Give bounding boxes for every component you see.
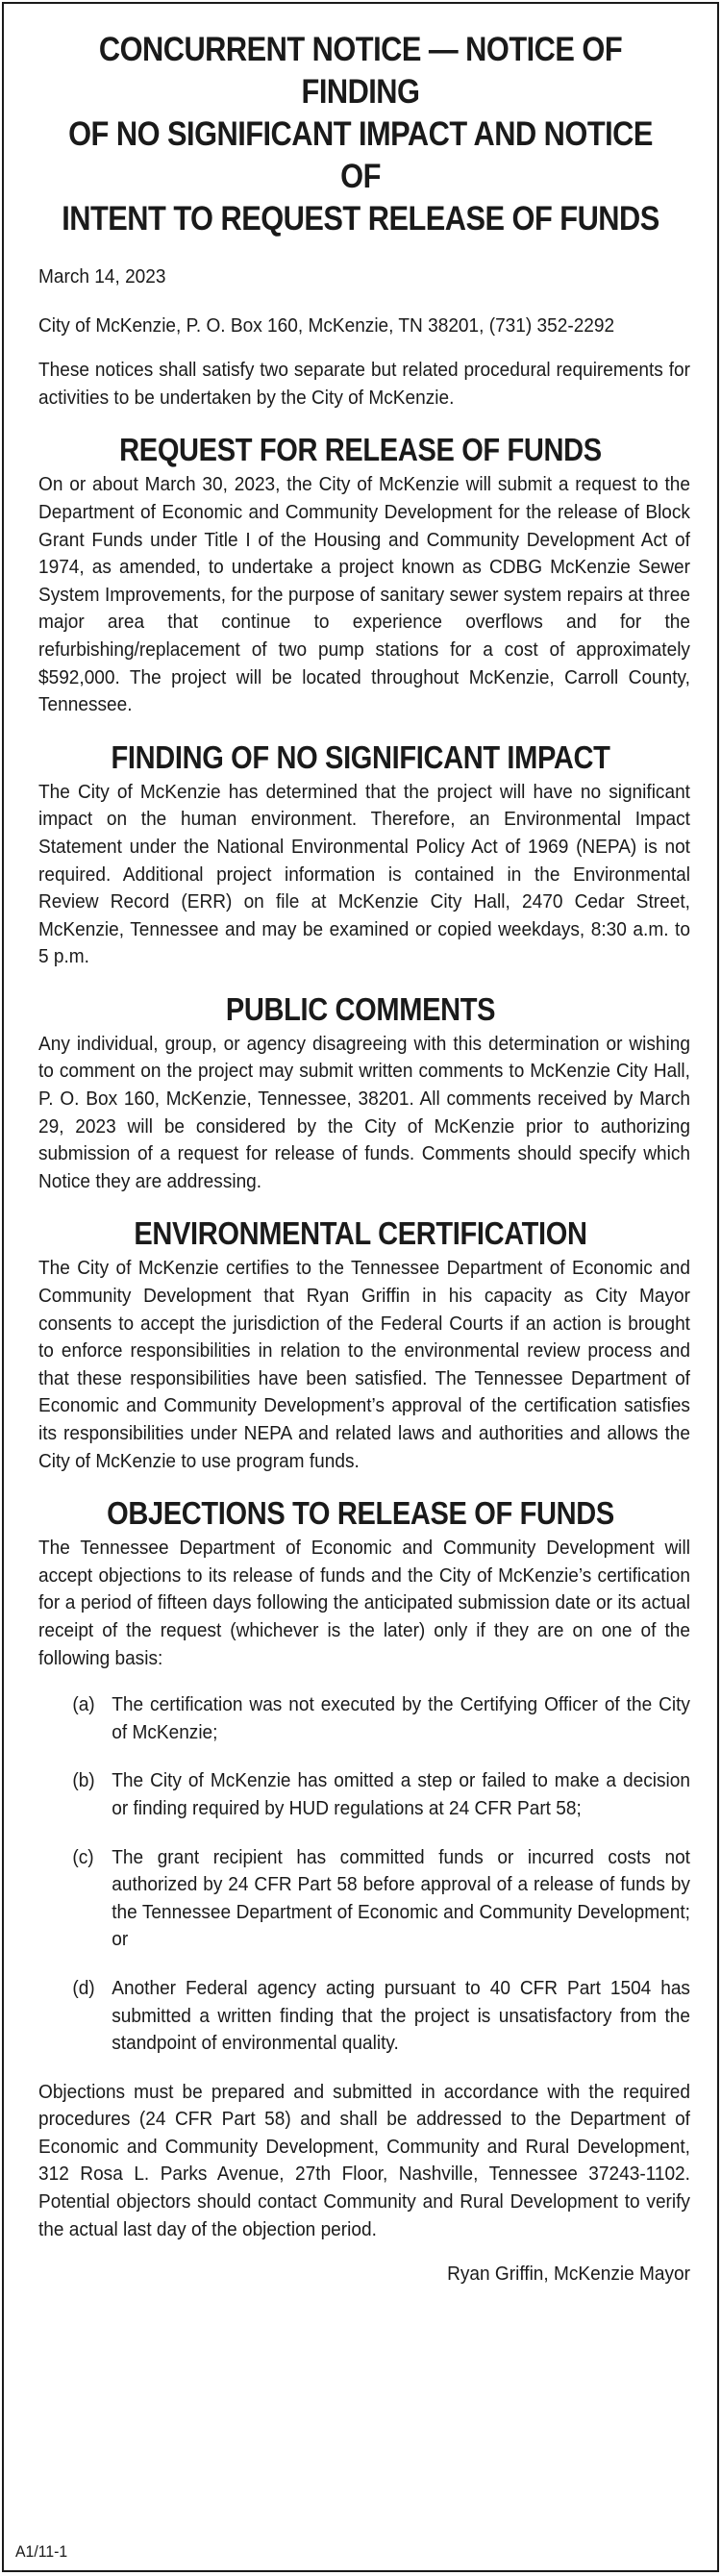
- list-marker: (c): [72, 1845, 94, 1868]
- list-item: [38, 1691, 690, 1746]
- title-line: OF NO SIGNIFICANT IMPACT AND NOTICE OF: [68, 115, 653, 195]
- comments-paragraph: Any individual, group, or agency disagreeing with this determination or wishing to comment on the project may submit written comments to McKenzie City Hall, P. O. Box 160, McKenzie, Tennessee, 38201. All comments received by March 29, 2023 will be considered by the City of McKenzie prior to authorizing submission of a request for release of funds. Comments should specify which Notice they are addressing.: [38, 1032, 690, 1192]
- mayor-signature: Ryan Griffin, McKenzie Mayor: [447, 2263, 690, 2286]
- title-line: INTENT TO REQUEST RELEASE OF FUNDS: [62, 200, 659, 238]
- notice-title: [52, 29, 669, 240]
- ad-code: A1/11-1: [15, 2542, 68, 2561]
- finding-paragraph: The City of McKenzie has determined that the project will have no significant impact on the human environment. Therefore, an Environmental Impact Statement under the National Environmental Policy Act of 1969 (NEPA) is not required. Additional project information is contained in the Environmental Review Record (ERR) on file at McKenzie City Hall, 2470 Cedar Street, McKenzie, Tennessee and may be examined or copied weekdays, 8:30 a.m. to 5 p.m.: [38, 780, 690, 968]
- list-item-text: Another Federal agency acting pursuant to 40 CFR Part 1504 has submitted a written finding that the project is unsatisfactory from the standpoint of environmental quality.: [112, 1976, 690, 2055]
- list-marker: (d): [72, 1976, 95, 1999]
- list-marker: (a): [72, 1693, 95, 1716]
- objections-paragraph: The Tennessee Department of Economic and Community Development will accept objections to its release of funds and the City of McKenzie’s certification for a period of fifteen days following the anticipated submission date or its actual receipt of the request (whichever is the later) only if they are on one of the following basis:: [38, 1537, 690, 1669]
- section-heading-request: REQUEST FOR RELEASE OF FUNDS: [119, 432, 602, 468]
- list-item: [38, 1844, 690, 1954]
- list-item: [38, 1975, 690, 2058]
- section-heading-certification: ENVIRONMENTAL CERTIFICATION: [134, 1215, 587, 1252]
- section-heading-comments: PUBLIC COMMENTS: [225, 990, 496, 1027]
- list-item-text: The City of McKenzie has omitted a step or failed to make a decision or finding required by HUD regulations at 24 CFR Part 58;: [112, 1769, 690, 1819]
- section-heading-finding: FINDING OF NO SIGNIFICANT IMPACT: [111, 738, 610, 775]
- list-item: [38, 1767, 690, 1822]
- certification-paragraph: The City of McKenzie certifies to the Tennessee Department of Economic and Community Development that Ryan Griffin in his capacity as City Mayor consents to accept the jurisdiction of the Federal Courts if an action is brought to enforce responsibilities in relation to the environmental review process and that these responsibilities have been satisfied. The Tennessee Department of Economic and Community Development’s approval of the certification satisfies its responsibilities under NEPA and related laws and authorities and allows the City of McKenzie to use program funds.: [38, 1257, 690, 1472]
- intro-paragraph: These notices shall satisfy two separate but related procedural requirements for activities to be undertaken by the City of McKenzie.: [38, 359, 690, 409]
- objections-closing-paragraph: Objections must be prepared and submitted in accordance with the required procedures (24 CFR Part 58) and shall be addressed to the Department of Economic and Community Development, Community and Rural Development, 312 Rosa L. Parks Avenue, 27th Floor, Nashville, Tennessee 37243-1102. Potential objectors should contact Community and Rural Development to verify the actual last day of the objection period.: [38, 2080, 690, 2240]
- notice-date: March 14, 2023: [38, 265, 166, 288]
- list-item-text: The grant recipient has committed funds or incurred costs not authorized by 24 CFR Part 58 before approval of a release of funds by the Tennessee Department of Economic and Community Development; or: [112, 1845, 690, 1951]
- list-marker: (b): [72, 1769, 95, 1792]
- city-address: City of McKenzie, P. O. Box 160, McKenzie, TN 38201, (731) 352-2292: [38, 313, 615, 337]
- section-heading-objections: OBJECTIONS TO RELEASE OF FUNDS: [107, 1495, 614, 1532]
- list-item-text: The certification was not executed by the Certifying Officer of the City of McKenzie;: [112, 1693, 690, 1743]
- request-paragraph: On or about March 30, 2023, the City of McKenzie will submit a request to the Department of Economic and Community Development for the release of Block Grant Funds under Title I of the Housing and Community Development Act of 1974, as amended, to undertake a project known as CDBG McKenzie Sewer System Improvements, for the purpose of sanitary sewer system repairs at three major area that continue to experience overflows and for the refurbishing/replacement of two pump stations for a cost of approximately $592,000. The project will be located throughout McKenzie, Carroll County, Tennessee.: [38, 473, 690, 716]
- title-line: CONCURRENT NOTICE — NOTICE OF FINDING: [98, 31, 623, 111]
- legal-notice: [2, 2, 719, 2572]
- objection-basis-list: [38, 1691, 690, 2058]
